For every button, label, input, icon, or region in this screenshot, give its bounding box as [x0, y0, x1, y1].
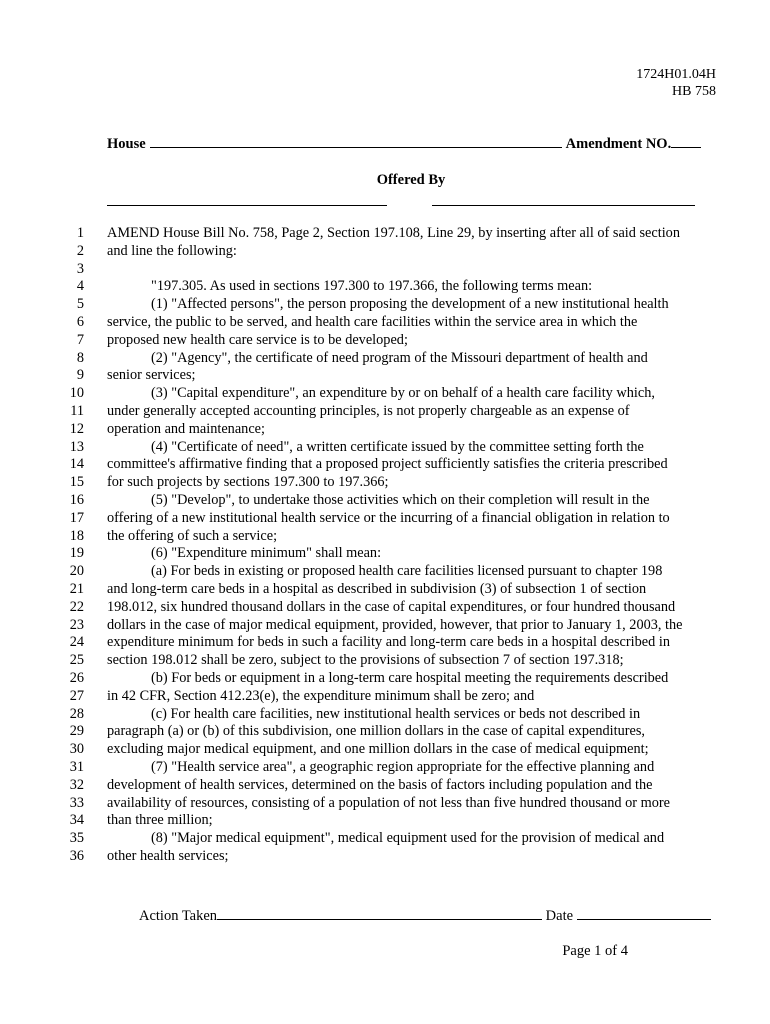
line-text: AMEND House Bill No. 758, Page 2, Section 197.108, Line 29, by inserting after all of said section	[107, 225, 680, 241]
line-number: 13	[69, 438, 84, 455]
line-text: the offering of such a service;	[107, 527, 278, 544]
line-text: offering of a new institutional health service or the incurring of a financial obligation in relation to	[107, 509, 670, 526]
line-number: 10	[69, 385, 84, 402]
line-number: 28	[69, 705, 84, 722]
line-text: than three million;	[107, 812, 213, 829]
line-number: 3	[76, 260, 84, 277]
date-blank	[577, 907, 711, 920]
line-text: (c) For health care facilities, new institutional health services or beds not described in	[151, 705, 641, 722]
line-number: 35	[69, 830, 84, 847]
line-number: 8	[76, 349, 84, 366]
line-number: 26	[69, 669, 84, 686]
line-number: 11	[70, 402, 84, 419]
line-number: 14	[69, 456, 84, 473]
line-number: 31	[69, 758, 84, 775]
line-number: 1	[76, 225, 84, 241]
line-number: 29	[69, 723, 84, 740]
line-text: and line the following:	[107, 242, 237, 259]
line-text: (5) "Develop", to undertake those activities which on their completion will result in the	[151, 491, 650, 508]
line-number: 9	[76, 367, 84, 384]
line-text: (2) "Agency", the certificate of need program of the Missouri department of health and	[151, 349, 648, 366]
line-text: proposed new health care service is to be developed;	[107, 331, 408, 348]
line-number: 15	[69, 474, 84, 491]
document-id-block	[636, 66, 716, 100]
action-taken-blank	[217, 907, 542, 920]
line-text: under generally accepted accounting principles, is not properly chargeable as an expense of	[107, 402, 630, 419]
line-text: for such projects by sections 197.300 to 197.366;	[107, 474, 389, 491]
line-text: section 198.012 shall be zero, subject to the provisions of subsection 7 of section 197.318;	[107, 652, 624, 669]
line-number: 5	[76, 296, 84, 313]
line-number: 25	[69, 652, 84, 669]
line-number: 27	[69, 687, 84, 704]
bill-reference: HB 758	[672, 84, 716, 99]
house-amendment-row	[107, 136, 717, 153]
line-text: dollars in the case of major medical equipment, provided, however, that prior to January 1, 2003, the	[107, 616, 683, 633]
line-text: operation and maintenance;	[107, 420, 265, 437]
line-number: 36	[69, 847, 84, 864]
offered-by-signature-line-left	[107, 205, 387, 206]
line-number: 30	[69, 741, 84, 758]
line-number: 33	[69, 794, 84, 811]
line-number: 16	[69, 491, 84, 508]
document-id: 1724H01.04H	[636, 67, 716, 82]
line-text: paragraph (a) or (b) of this subdivision, one million dollars in the case of capital expenditures,	[107, 723, 645, 740]
line-number: 21	[69, 580, 84, 597]
line-text: expenditure minimum for beds in such a facility and long-term care beds in a hospital described in	[107, 634, 670, 651]
action-taken-row	[139, 907, 711, 925]
line-text: senior services;	[107, 367, 196, 384]
amendment-number-blank	[671, 136, 701, 148]
line-number: 17	[69, 509, 84, 526]
line-number: 12	[69, 420, 84, 437]
line-number: 6	[76, 313, 84, 330]
line-number: 20	[69, 563, 84, 580]
line-number: 2	[76, 242, 84, 259]
line-number: 34	[69, 812, 84, 829]
line-number: 22	[69, 598, 84, 615]
line-text: other health services;	[107, 847, 229, 864]
line-text: service, the public to be served, and health care facilities within the service area in which the	[107, 313, 638, 330]
line-text: (6) "Expenditure minimum" shall mean:	[151, 545, 382, 562]
line-text: (3) "Capital expenditure", an expenditure by or on behalf of a health care facility which,	[151, 385, 655, 402]
line-text: (8) "Major medical equipment", medical equipment used for the provision of medical and	[151, 830, 665, 847]
line-text: excluding major medical equipment, and one million dollars in the case of medical equipment;	[107, 741, 649, 758]
action-taken-label: Action Taken	[139, 908, 218, 924]
line-text: (1) "Affected persons", the person proposing the development of a new institutional health	[151, 296, 669, 313]
line-text: availability of resources, consisting of a population of not less than five hundred thousand or more	[107, 794, 671, 811]
line-number: 32	[69, 776, 84, 793]
date-label: Date	[545, 908, 574, 924]
line-text: in 42 CFR, Section 412.23(e), the expenditure minimum shall be zero; and	[107, 687, 535, 704]
line-number: 7	[76, 331, 84, 348]
line-number: 4	[76, 278, 84, 295]
line-text: (4) "Certificate of need", a written certificate issued by the committee setting forth the	[151, 438, 644, 455]
page-number: Page 1 of 4	[562, 943, 628, 959]
house-blank-line	[150, 136, 562, 148]
offered-by-label: Offered By	[376, 172, 446, 188]
line-text: development of health services, determined on the basis of factors including population and the	[107, 776, 653, 793]
line-number: 24	[69, 634, 84, 651]
line-text: committee's affirmative finding that a proposed project sufficiently satisfies the criteria prescribed	[107, 456, 668, 473]
offered-by-signature-line-right	[432, 205, 695, 206]
line-number: 18	[69, 527, 84, 544]
line-text: (b) For beds or equipment in a long-term care hospital meeting the requirements described	[151, 669, 669, 686]
line-number: 23	[69, 616, 84, 633]
amendment-label: Amendment NO.	[565, 136, 672, 152]
line-text: (7) "Health service area", a geographic region appropriate for the effective planning and	[151, 758, 655, 775]
line-text: (a) For beds in existing or proposed health care facilities licensed pursuant to chapter 198	[151, 563, 663, 580]
line-text: "197.305. As used in sections 197.300 to 197.366, the following terms mean:	[151, 278, 593, 295]
house-label: House	[107, 136, 146, 152]
line-text: 198.012, six hundred thousand dollars in the case of capital expenditures, or four hundred thousand	[107, 598, 676, 615]
line-text: and long-term care beds in a hospital as described in subdivision (3) of subsection 1 of section	[107, 580, 647, 597]
line-number: 19	[69, 545, 84, 562]
